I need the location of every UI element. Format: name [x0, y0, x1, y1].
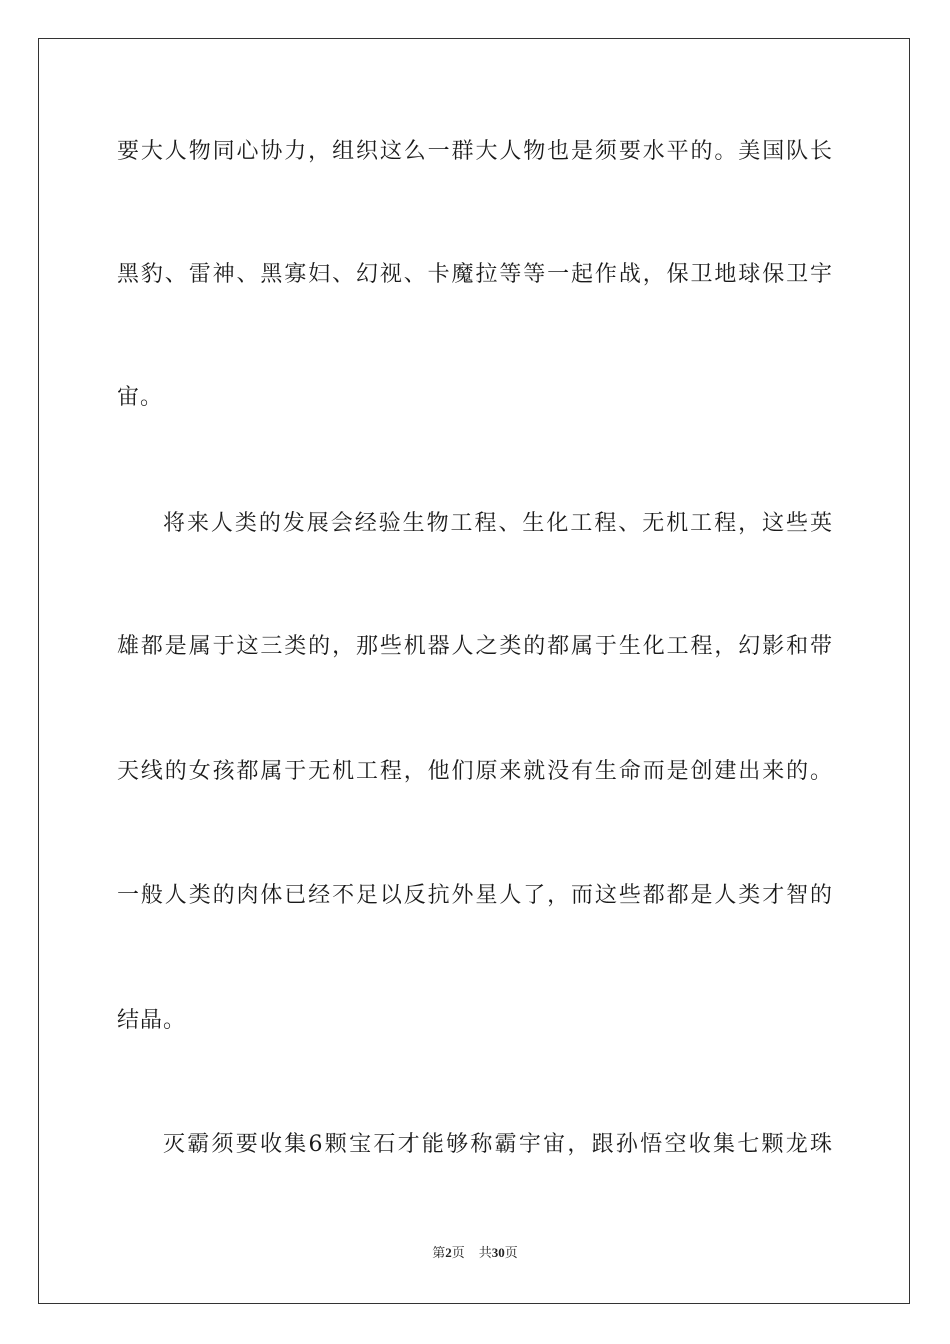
text-line-9: 灭霸须要收集6颗宝石才能够称霸宇宙，跟孙悟空收集七颗龙珠: [163, 1132, 833, 1157]
page-suffix: 页: [451, 1245, 465, 1260]
total-suffix: 页: [504, 1245, 518, 1260]
text-line-3: 宙。: [117, 385, 164, 410]
page-total: 30: [491, 1245, 505, 1260]
page-footer: [0, 1244, 950, 1262]
text-line-7: 一般人类的肉体已经不足以反抗外星人了，而这些都都是人类才智的: [117, 883, 833, 908]
text-line-8: 结晶。: [117, 1008, 187, 1033]
text-line-6: 天线的女孩都属于无机工程，他们原来就没有生命而是创建出来的。: [117, 759, 833, 784]
text-line-4: 将来人类的发展会经验生物工程、生化工程、无机工程，这些英: [163, 511, 833, 536]
page-current: 2: [445, 1245, 452, 1260]
page-prefix: 第: [432, 1245, 446, 1260]
text-line-2: 黑豹、雷神、黑寡妇、幻视、卡魔拉等等一起作战，保卫地球保卫宇: [117, 262, 833, 287]
text-line-5: 雄都是属于这三类的，那些机器人之类的都属于生化工程，幻影和带: [117, 634, 833, 659]
text-line-1: 要大人物同心协力，组织这么一群大人物也是须要水平的。美国队长: [117, 139, 833, 164]
page-border: [38, 38, 910, 1304]
total-prefix: 共: [478, 1245, 492, 1260]
